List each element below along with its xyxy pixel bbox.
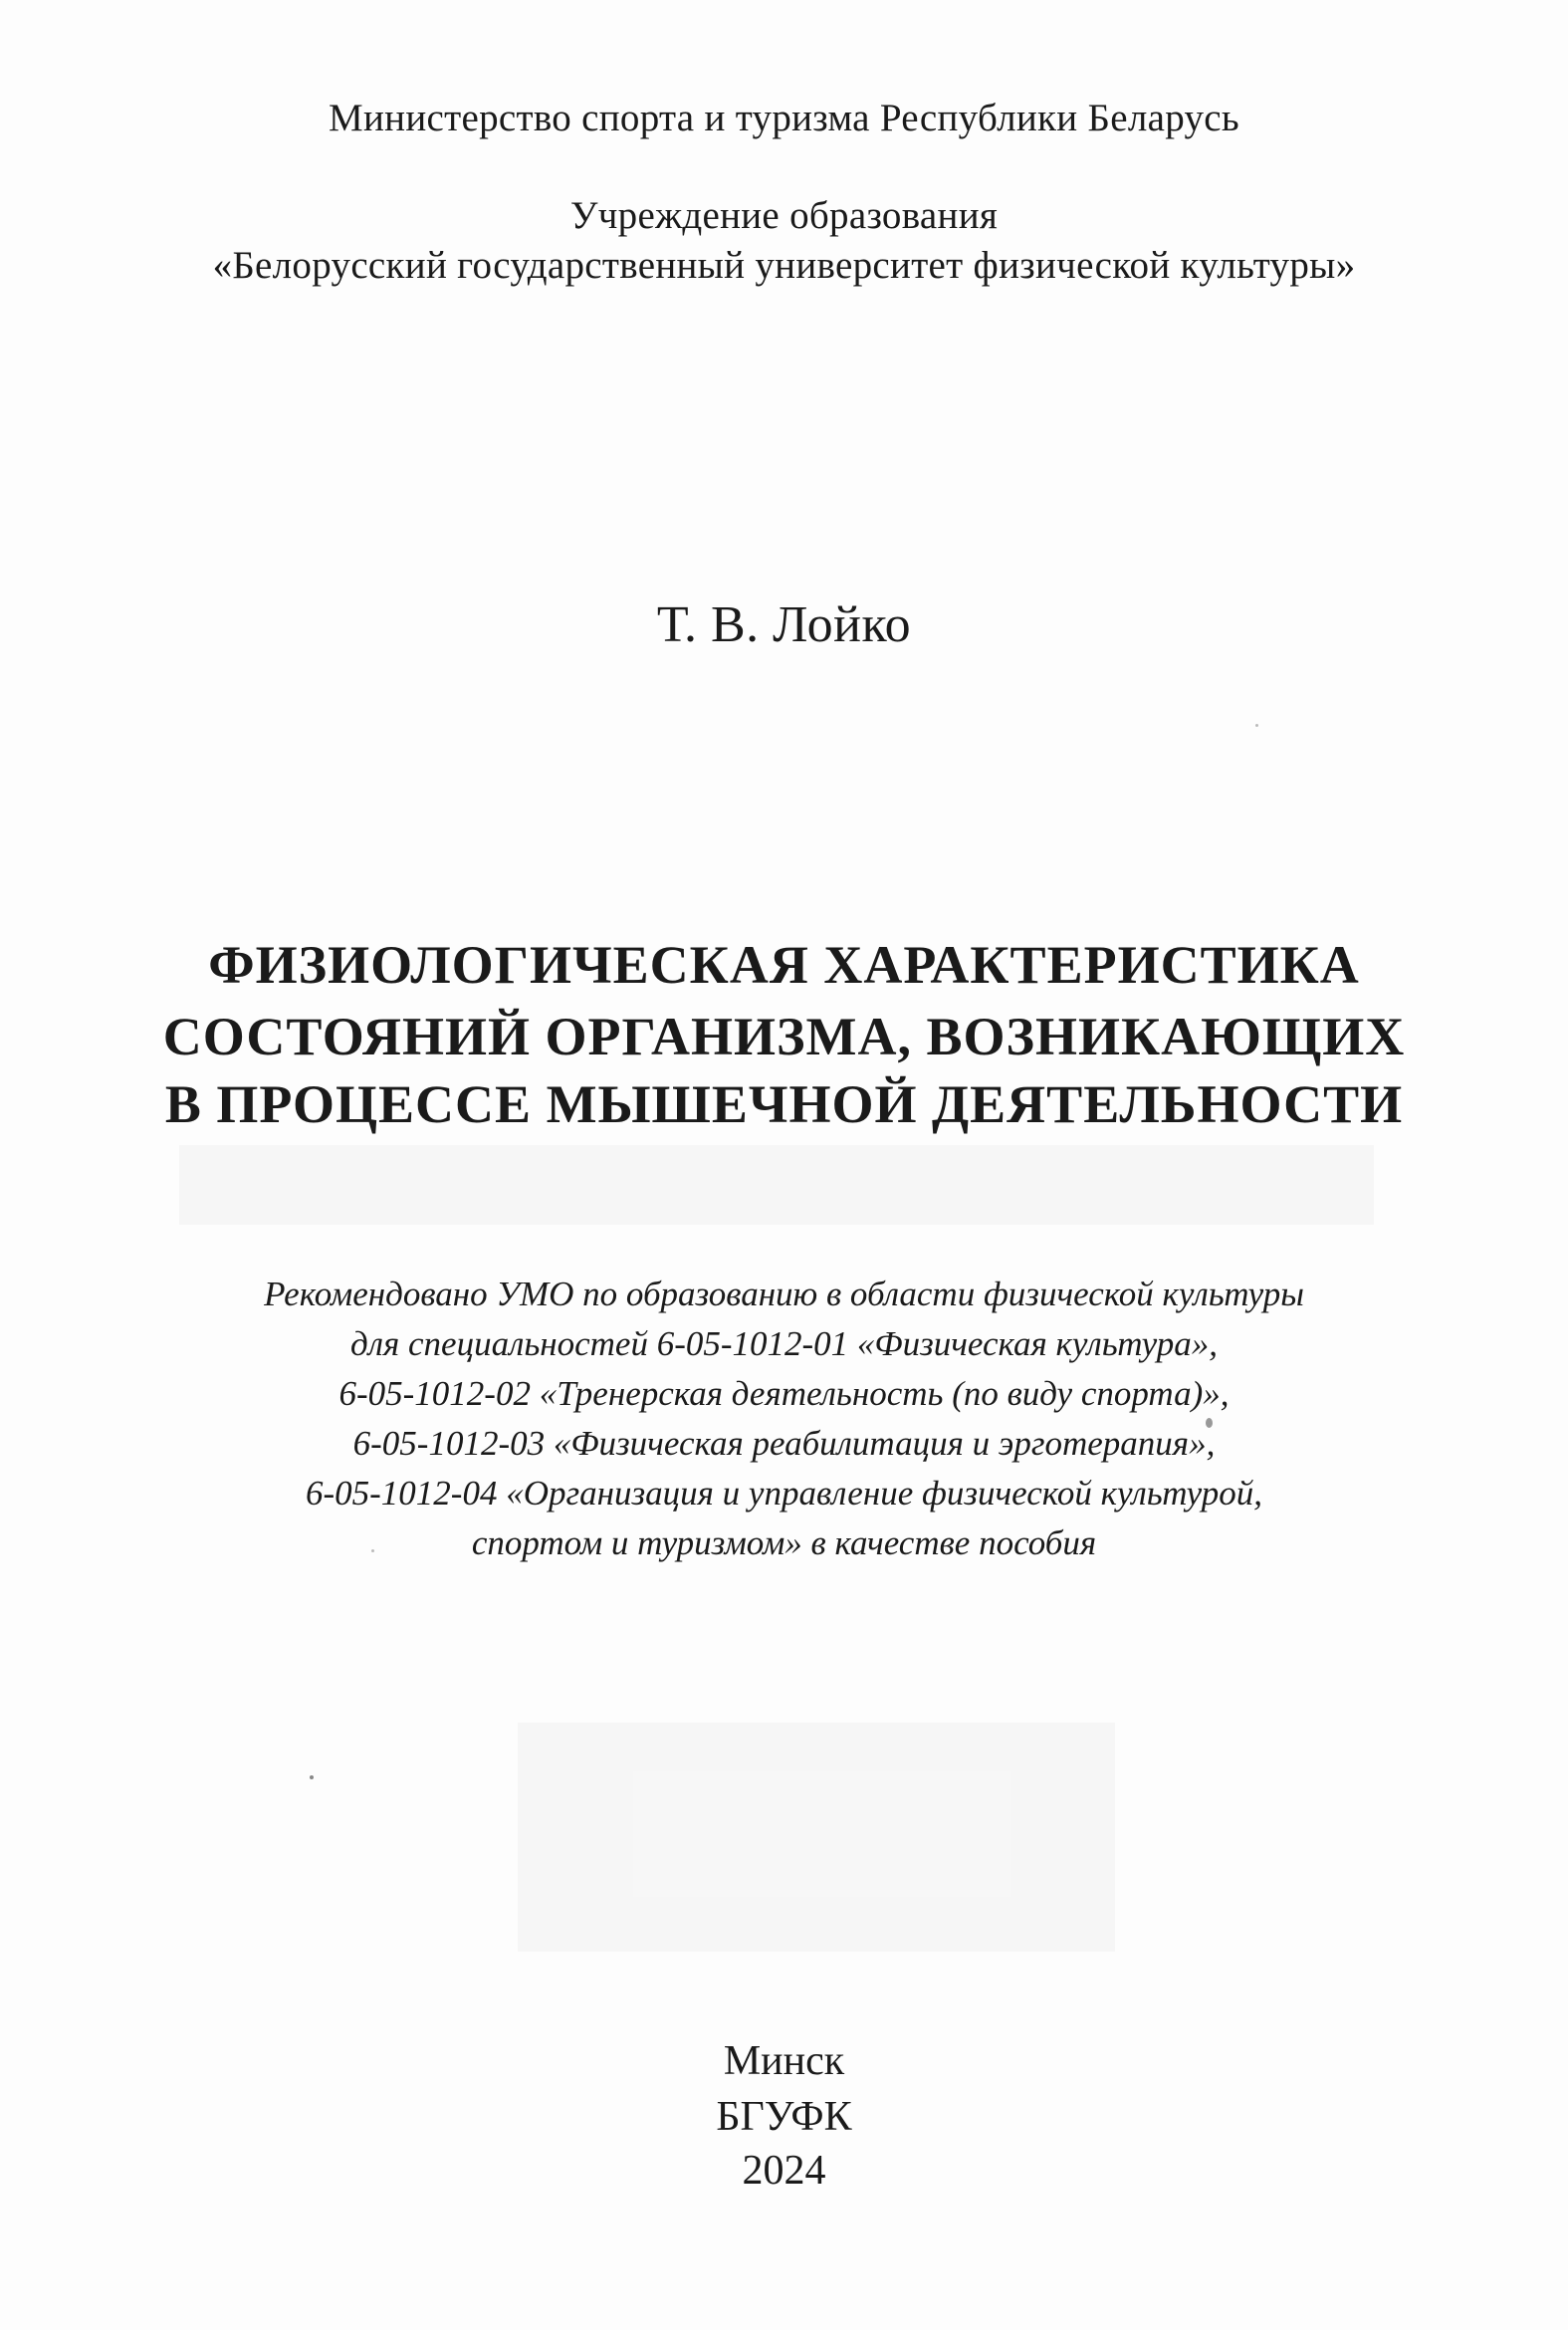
recommendation-line-6: спортом и туризмом» в качестве пособия	[471, 1523, 1097, 1562]
scan-shadow	[179, 1145, 1374, 1225]
book-title-line-2: СОСТОЯНИЙ ОРГАНИЗМА, ВОЗНИКАЮЩИХ	[162, 1007, 1406, 1066]
recommendation-line-4: 6-05-1012-03 «Физическая реабилитация и эрготерапия»,	[352, 1424, 1216, 1463]
institution-name: «Белорусский государственный университет физической культуры»	[212, 244, 1356, 287]
ministry-line: Министерство спорта и туризма Республики Беларусь	[329, 97, 1239, 139]
recommendation-line-2: для специальностей 6-05-1012-01 «Физическая культура»,	[350, 1324, 1218, 1363]
institution-type: Учреждение образования	[569, 194, 999, 237]
book-title-line-1: ФИЗИОЛОГИЧЕСКАЯ ХАРАКТЕРИСТИКА	[208, 935, 1360, 995]
imprint-year: 2024	[742, 2148, 826, 2194]
recommendation-line-5: 6-05-1012-04 «Организация и управление физической культурой,	[306, 1474, 1262, 1513]
scan-shadow	[518, 1723, 1115, 1952]
author-name: Т. В. Лойко	[656, 596, 912, 653]
imprint-publisher: БГУФК	[716, 2094, 852, 2140]
scan-speck	[1255, 724, 1258, 727]
imprint-city: Минск	[723, 2038, 845, 2084]
recommendation-line-3: 6-05-1012-02 «Тренерская деятельность (по виду спорта)»,	[338, 1374, 1230, 1413]
book-title-line-3: В ПРОЦЕССЕ МЫШЕЧНОЙ ДЕЯТЕЛЬНОСТИ	[164, 1074, 1404, 1134]
scan-speck	[310, 1775, 314, 1779]
recommendation-line-1: Рекомендовано УМО по образованию в области физической культуры	[264, 1275, 1304, 1313]
